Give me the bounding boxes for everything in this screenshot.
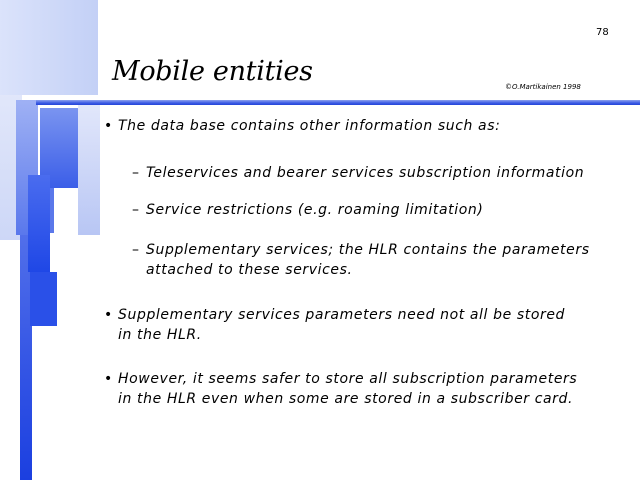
- bullet-line: Supplementary services parameters need not all be stored: [118, 307, 566, 323]
- bullet-marker: •: [104, 307, 113, 323]
- decorative-block: [78, 100, 100, 235]
- bullet-line: Service restrictions (e.g. roaming limitation): [146, 202, 484, 218]
- decorative-block: [30, 272, 57, 326]
- bullet-marker: •: [104, 118, 113, 134]
- bullet-item: [104, 369, 577, 409]
- decorative-block: [0, 0, 98, 95]
- dash-marker: –: [132, 165, 140, 181]
- copyright-note: ©O.Martikainen 1998: [505, 83, 581, 91]
- bullet-item: [104, 116, 500, 136]
- bullet-line: The data base contains other information such as:: [118, 118, 501, 134]
- bullet-line: in the HLR.: [118, 327, 202, 343]
- slide-title: Mobile entities: [112, 56, 313, 87]
- bullet-text: [118, 369, 577, 409]
- title-rule: [36, 100, 640, 105]
- sub-bullet-item: [132, 163, 584, 183]
- sub-bullet-text: [146, 200, 483, 220]
- bullet-text: [118, 305, 565, 345]
- sub-bullet-item: [132, 200, 483, 220]
- dash-marker: –: [132, 202, 140, 218]
- bullet-line: attached to these services.: [146, 262, 353, 278]
- bullet-line: Supplementary services; the HLR contains the parameters: [146, 242, 590, 258]
- dash-marker: –: [132, 242, 140, 258]
- sub-bullet-text: [146, 163, 584, 183]
- sub-bullet-text: [146, 240, 590, 280]
- decorative-block: [28, 175, 50, 272]
- bullet-line: However, it seems safer to store all subscription parameters: [118, 371, 578, 387]
- bullet-text: [118, 116, 500, 136]
- bullet-line: in the HLR even when some are stored in a subscriber card.: [118, 391, 574, 407]
- bullet-item: [104, 305, 565, 345]
- page-number: 78: [596, 27, 609, 38]
- sub-bullet-item: [132, 240, 590, 280]
- bullet-marker: •: [104, 371, 113, 387]
- bullet-line: Teleservices and bearer services subscription information: [146, 165, 585, 181]
